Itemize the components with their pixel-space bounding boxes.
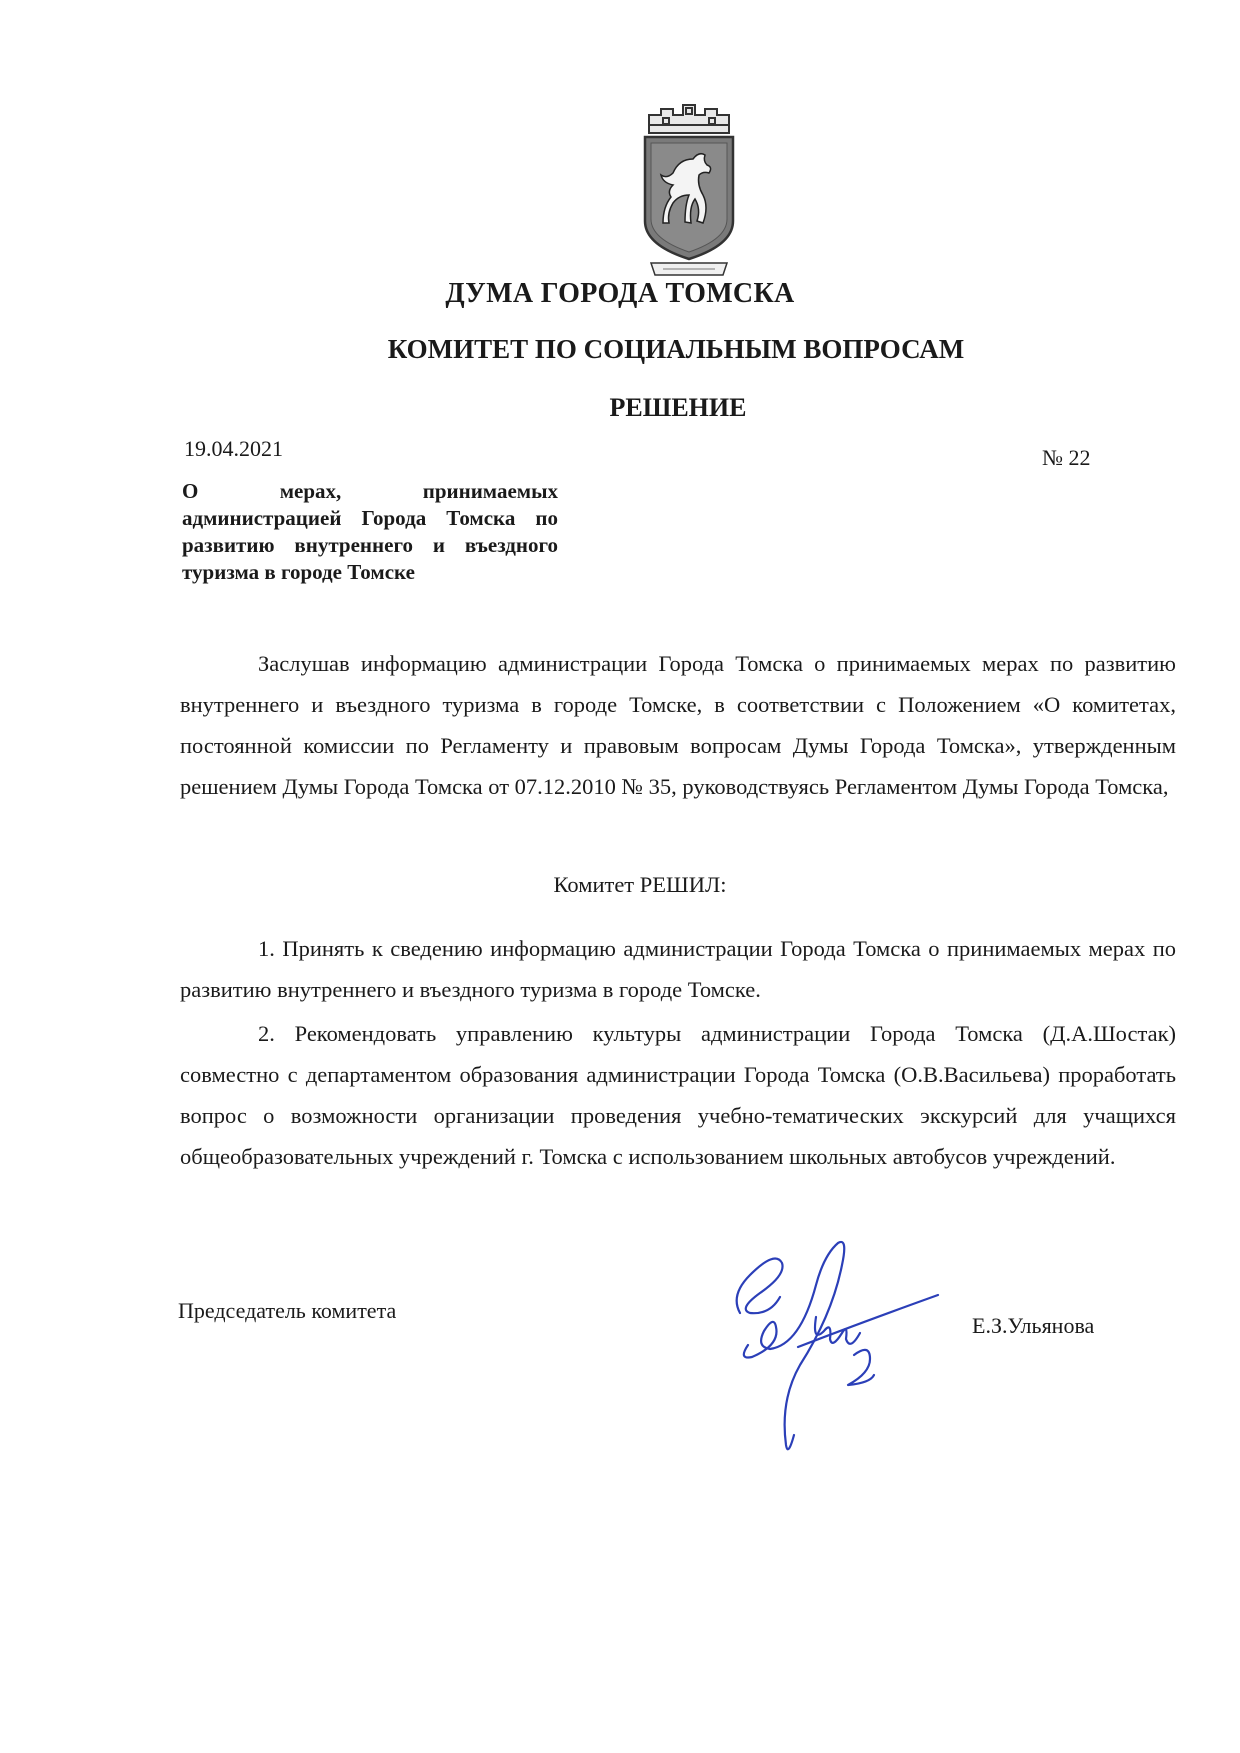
tomsk-coat-of-arms-icon	[633, 103, 745, 279]
decision-item-1: 1. Принять к сведению информацию администрации Города Томска о принимаемых мерах по развитию внутреннего и въездного туризма в городе Томске.	[180, 936, 1176, 1002]
document-subject: О мерах, принимаемых администрацией Города Томска по развитию внутреннего и въездного туризма в городе Томске	[182, 479, 558, 584]
duma-title: ДУМА ГОРОДА ТОМСКА	[445, 278, 795, 309]
signatory-title: Председатель комитета	[178, 1298, 397, 1323]
document-number: № 22	[1042, 445, 1091, 470]
resolved-heading: Комитет РЕШИЛ:	[553, 872, 727, 897]
decision-item-2: 2. Рекомендовать управлению культуры администрации Города Томска (Д.А.Шостак) совместно с департаментом образования администрации Города Томска (О.В.Васильева) проработать вопрос о возможности организации проведения учебно-тематических экскурсий для учащихся общеобразовательных учреждений г. Томска с использованием школьных автобусов учреждений.	[180, 1021, 1176, 1169]
preamble-paragraph: Заслушав информацию администрации Города Томска о принимаемых мерах по развитию внутреннего и въездного туризма в городе Томске, в соответствии с Положением «О комитетах, постоянной комиссии по Регламенту и правовым вопросам Думы Города Томска», утвержденным решением Думы Города Томска от 07.12.2010 № 35, руководствуясь Регламентом Думы Города Томска,	[180, 651, 1176, 799]
document-date: 19.04.2021	[184, 436, 283, 461]
handwritten-signature	[720, 1235, 950, 1460]
committee-title: КОМИТЕТ ПО СОЦИАЛЬНЫМ ВОПРОСАМ	[387, 334, 965, 364]
document-type: РЕШЕНИЕ	[609, 393, 747, 422]
signatory-name: Е.З.Ульянова	[972, 1313, 1095, 1338]
